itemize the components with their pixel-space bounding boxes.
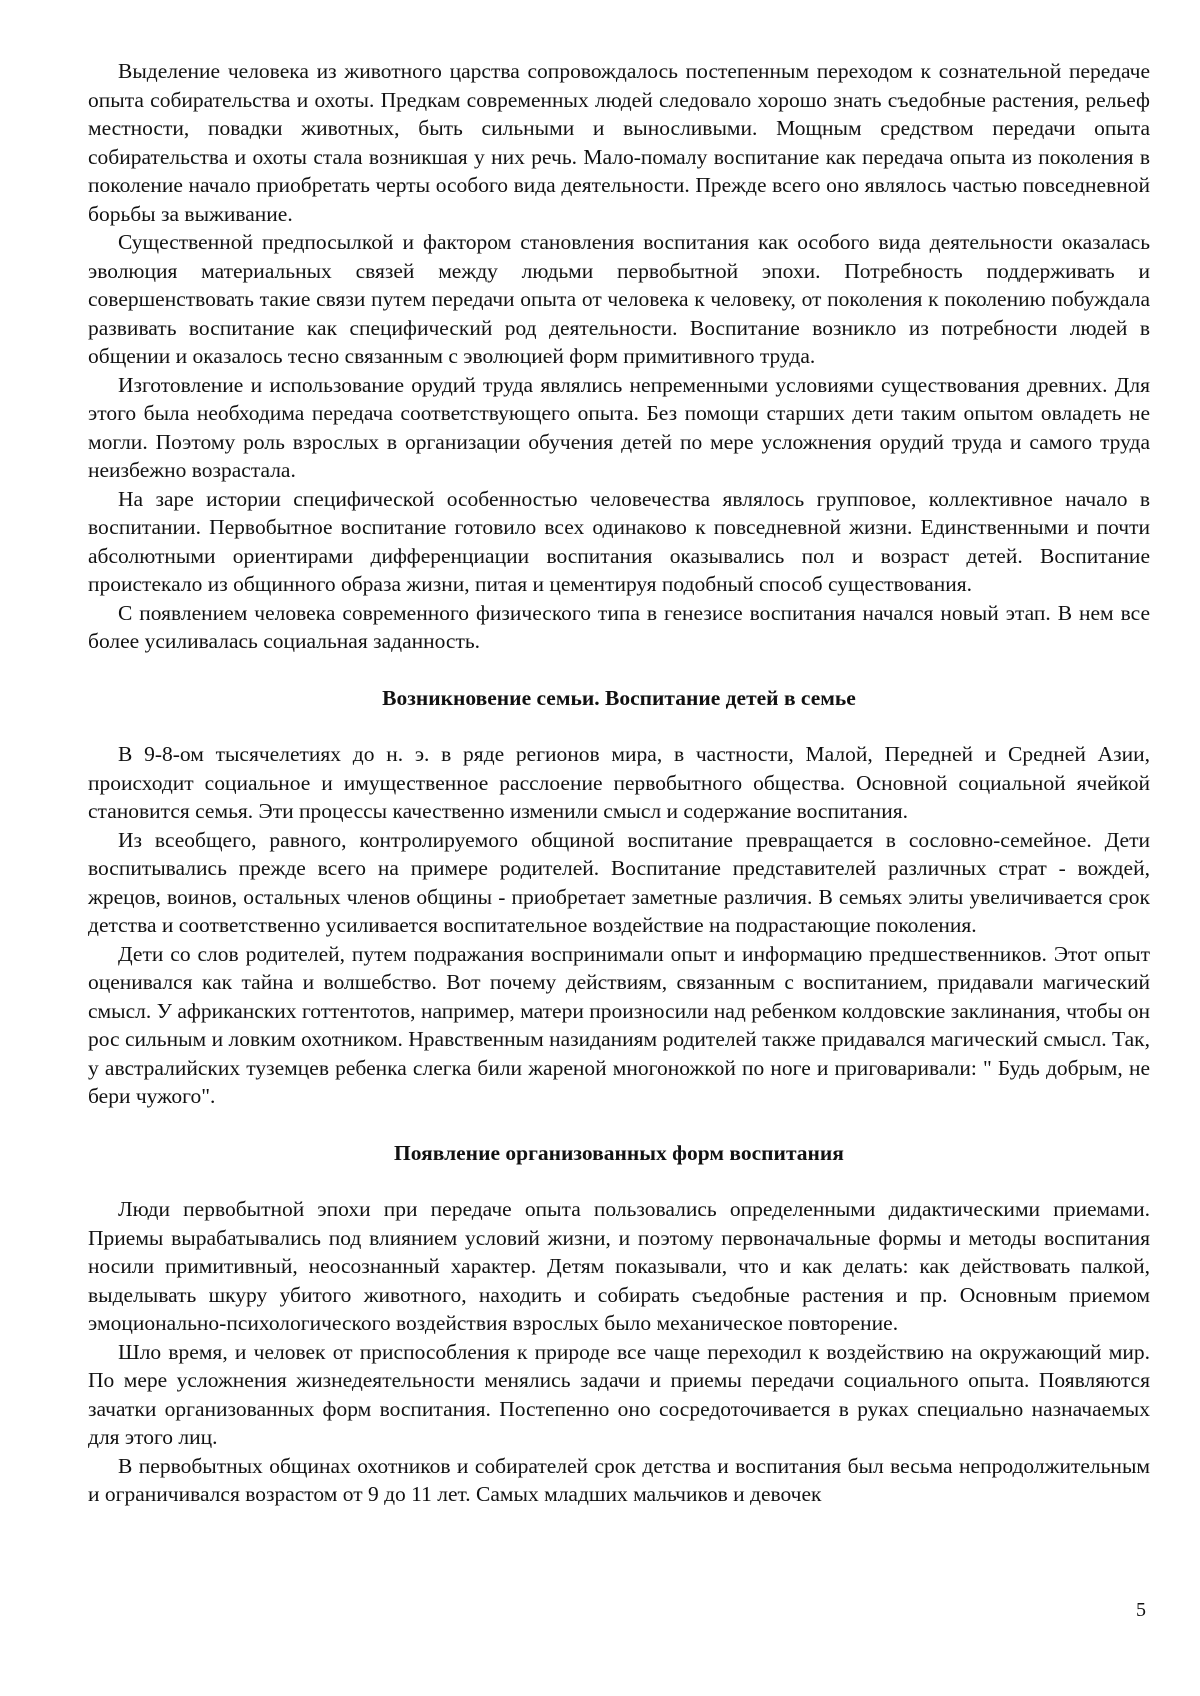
section-heading: Появление организованных форм воспитания: [394, 1140, 844, 1165]
paragraph: На заре истории специфической особенностью человечества являлось групповое, коллективное начало в воспитании. Первобытное воспитание готовило всех одинаково к повседневной жизни. Единственными и почти абсолютными ориентирами дифференциации воспитания оказывались пол и возраст детей. Воспитание проистекало из общинного образа жизни, питая и цементируя подобный способ существования.: [88, 486, 1150, 596]
paragraph: Существенной предпосылкой и фактором становления воспитания как особого вида деятельности оказалась эволюция материальных связей между людьми первобытной эпохи. Потребность поддерживать и совершенствовать такие связи путем передачи опыта от человека к человеку, от поколения к поколению побуждала развивать воспитание как специфический род деятельности. Воспитание возникло из потребности людей в общении и оказалось тесно связанным с эволюцией форм примитивного труда.: [88, 230, 1150, 368]
paragraph: Из всеобщего, равного, контролируемого общиной воспитание превращается в сословно-семейное. Дети воспитывались прежде всего на примере родителей. Воспитание представителей различных страт - вождей, жрецов, воинов, остальных членов общины - приобретает заметные различия. В семьях элиты увеличивается срок детства и соответственно усиливается воспитательное воздействие на подрастающие поколения.: [88, 827, 1150, 937]
page-number: 5: [1136, 1599, 1146, 1621]
paragraph: Изготовление и использование орудий труда являлись непременными условиями существования древних. Для этого была необходима передача соответствующего опыта. Без помощи старших дети таким опытом овладеть не могли. Поэтому роль взрослых в организации обучения детей по мере усложнения орудий труда и самого труда неизбежно возрастала.: [88, 372, 1150, 482]
paragraph: Дети со слов родителей, путем подражания воспринимали опыт и информацию предшественников. Этот опыт оценивался как тайна и волшебство. Вот почему действиям, связанным с воспитанием, придавали магический смысл. У африканских готтентотов, например, матери произносили над ребенком колдовские заклинания, чтобы он рос сильным и ловким охотником. Нравственным назиданиям родителей также придавался магический смысл. Так, у австралийских туземцев ребенка слегка били жареной многоножкой по ноге и приговаривали: " Будь добрым, не бери чужого".: [88, 941, 1150, 1108]
spacer: [88, 712, 1150, 740]
section-heading: Возникновение семьи. Воспитание детей в семье: [382, 685, 856, 710]
paragraph: В первобытных общинах охотников и собирателей срок детства и воспитания был весьма непродолжительным и ограничивался возрастом от 9 до 11 лет. Самых младших мальчиков и девочек: [88, 1453, 1150, 1506]
paragraph: В 9-8-ом тысячелетиях до н. э. в ряде регионов мира, в частности, Малой, Передней и Средней Азии, происходит социальное и имущественное расслоение первобытного общества. Основной социальной ячейкой становится семья. Эти процессы качественно изменили смысл и содержание воспитания.: [88, 742, 1150, 823]
paragraph: Люди первобытной эпохи при передаче опыта пользовались определенными дидактическими приемами. Приемы вырабатывались под влиянием условий жизни, и поэтому первоначальные формы и методы воспитания носили примитивный, неосознанный характер. Детям показывали, что и как делать: как действовать палкой, выделывать шкуру убитого животного, находить и собирать съедобные растения и пр. Основным приемом эмоционально-психологического воздействия взрослых было механическое повторение.: [88, 1197, 1150, 1335]
spacer: [88, 1167, 1150, 1195]
paragraph: С появлением человека современного физического типа в генезисе воспитания начался новый этап. В нем все более усиливалась социальная заданность.: [88, 600, 1150, 653]
paragraph: Выделение человека из животного царства сопровождалось постепенным переходом к сознательной передаче опыта собирательства и охоты. Предкам современных людей следовало хорошо знать съедобные растения, рельеф местности, повадки животных, быть сильными и выносливыми. Мощным средством передачи опыта собирательства и охоты стала возникшая у них речь. Мало-помалу воспитание как передача опыта из поколения в поколение начало приобретать черты особого вида деятельности. Прежде всего оно являлось частью повседневной борьбы за выживание.: [88, 59, 1150, 226]
paragraph: Шло время, и человек от приспособления к природе все чаще переходил к воздействию на окружающий мир. По мере усложнения жизнедеятельности менялись задачи и приемы передачи социального опыта. Появляются зачатки организованных форм воспитания. Постепенно оно сосредоточивается в руках специально назначаемых для этого лиц.: [88, 1339, 1150, 1449]
spacer: [88, 1111, 1150, 1139]
page-content: [88, 57, 1150, 1509]
spacer: [88, 656, 1150, 684]
